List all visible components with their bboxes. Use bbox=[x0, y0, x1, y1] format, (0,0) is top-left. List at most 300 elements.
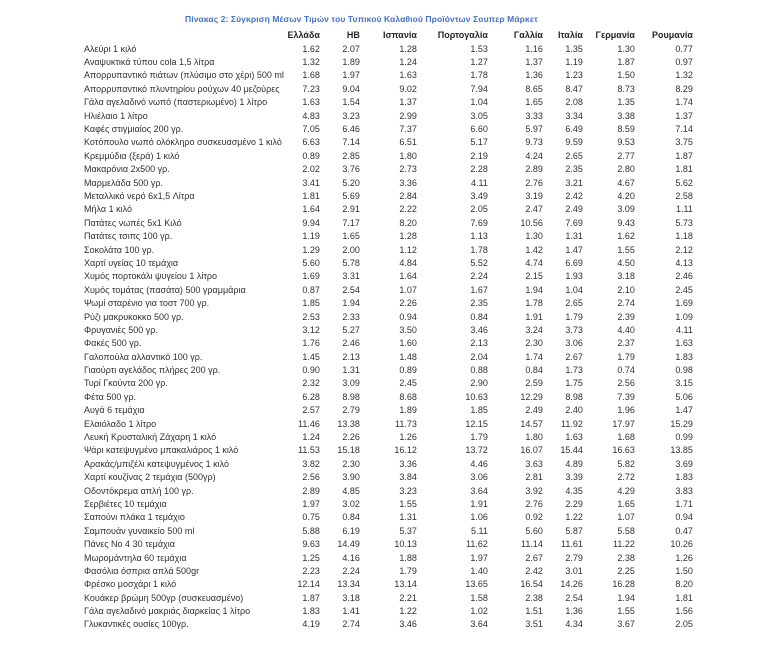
price-cell: 2.79 bbox=[342, 405, 360, 416]
price-cell: 1.45 bbox=[302, 351, 320, 362]
table-row bbox=[84, 604, 693, 617]
table-row bbox=[84, 109, 693, 122]
price-cell: 5.73 bbox=[675, 217, 693, 228]
price-cell: 1.79 bbox=[617, 351, 635, 362]
price-cell: 2.29 bbox=[565, 498, 583, 509]
price-cell: 5.06 bbox=[675, 391, 693, 402]
price-cell: 1.73 bbox=[565, 365, 583, 376]
price-cell: 1.54 bbox=[342, 97, 360, 108]
price-cell: 1.97 bbox=[470, 552, 488, 563]
price-cell: 2.67 bbox=[525, 552, 543, 563]
price-cell: 2.67 bbox=[565, 351, 583, 362]
price-cell: 2.30 bbox=[342, 458, 360, 469]
product-name: Αυγά 6 τεμάχια bbox=[84, 405, 145, 416]
price-cell: 1.16 bbox=[525, 43, 543, 54]
product-name: Απορρυπαντικό πλυντηρίου ρούχων 40 μεζούρες bbox=[84, 83, 280, 94]
price-cell: 3.18 bbox=[342, 592, 360, 603]
price-cell: 2.13 bbox=[342, 351, 360, 362]
price-cell: 5.82 bbox=[617, 458, 635, 469]
price-cell: 4.83 bbox=[302, 110, 320, 121]
price-cell: 1.65 bbox=[617, 498, 635, 509]
price-cell: 2.35 bbox=[470, 298, 488, 309]
price-cell: 5.52 bbox=[470, 257, 488, 268]
price-cell: 4.34 bbox=[565, 619, 583, 630]
price-cell: 2.56 bbox=[302, 472, 320, 483]
header-row bbox=[84, 28, 693, 42]
product-name: Μαρμελάδα 500 γρ. bbox=[84, 177, 163, 188]
price-cell: 9.73 bbox=[525, 137, 543, 148]
price-cell: 1.69 bbox=[675, 298, 693, 309]
price-cell: 4.50 bbox=[617, 257, 635, 268]
price-cell: 2.57 bbox=[302, 405, 320, 416]
price-cell: 3.64 bbox=[470, 485, 488, 496]
price-cell: 1.83 bbox=[675, 351, 693, 362]
price-cell: 8.65 bbox=[525, 83, 543, 94]
price-cell: 3.36 bbox=[399, 177, 417, 188]
table-row bbox=[84, 216, 693, 229]
price-cell: 2.12 bbox=[675, 244, 693, 255]
price-cell: 1.63 bbox=[302, 97, 320, 108]
table-row bbox=[84, 524, 693, 537]
table-row bbox=[84, 537, 693, 550]
price-cell: 9.59 bbox=[565, 137, 583, 148]
price-cell: 4.46 bbox=[470, 458, 488, 469]
price-cell: 11.92 bbox=[561, 418, 583, 429]
price-cell: 9.53 bbox=[617, 137, 635, 148]
product-name: Πατάτες νωπές 5x1 Κιλό bbox=[84, 217, 182, 228]
table-row bbox=[84, 122, 693, 135]
price-cell: 1.50 bbox=[675, 565, 693, 576]
price-cell: 2.39 bbox=[617, 311, 635, 322]
price-cell: 1.23 bbox=[565, 70, 583, 81]
price-cell: 8.20 bbox=[399, 217, 417, 228]
price-cell: 1.85 bbox=[302, 298, 320, 309]
product-name: Ηλιέλαιο 1 λίτρο bbox=[84, 110, 148, 121]
product-name: Λευκή Κρυσταλική Ζάχαρη 1 κιλό bbox=[84, 432, 217, 443]
price-cell: 1.32 bbox=[675, 70, 693, 81]
price-cell: 2.40 bbox=[565, 405, 583, 416]
price-cell: 3.18 bbox=[617, 271, 635, 282]
price-cell: 3.67 bbox=[617, 619, 635, 630]
price-cell: 2.90 bbox=[470, 378, 488, 389]
price-cell: 13.85 bbox=[670, 445, 693, 456]
price-cell: 14.26 bbox=[560, 579, 583, 590]
price-cell: 2.74 bbox=[617, 298, 635, 309]
price-cell: 0.94 bbox=[399, 311, 417, 322]
price-cell: 2.76 bbox=[525, 498, 543, 509]
product-name: Κουάκερ βρώμη 500γρ (συσκευασμένο) bbox=[84, 592, 244, 603]
product-name: Φέτα 500 γρ. bbox=[84, 391, 136, 402]
table-row bbox=[84, 189, 693, 202]
price-cell: 1.71 bbox=[675, 498, 693, 509]
price-cell: 6.19 bbox=[342, 525, 360, 536]
price-cell: 1.36 bbox=[565, 606, 583, 617]
price-cell: 2.89 bbox=[525, 164, 543, 175]
price-cell: 1.37 bbox=[525, 57, 543, 68]
price-cell: 10.13 bbox=[394, 539, 417, 550]
price-cell: 2.13 bbox=[470, 338, 488, 349]
table-row bbox=[84, 578, 693, 591]
price-cell: 3.92 bbox=[525, 485, 543, 496]
price-cell: 1.31 bbox=[399, 512, 417, 523]
price-cell: 4.89 bbox=[565, 458, 583, 469]
price-cell: 6.51 bbox=[399, 137, 417, 148]
price-cell: 2.53 bbox=[302, 311, 320, 322]
price-cell: 2.76 bbox=[525, 177, 543, 188]
price-cell: 16.12 bbox=[394, 445, 417, 456]
price-cell: 2.89 bbox=[302, 485, 320, 496]
table-row bbox=[84, 591, 693, 604]
price-cell: 11.73 bbox=[395, 418, 417, 429]
price-cell: 2.30 bbox=[525, 338, 543, 349]
price-cell: 1.94 bbox=[342, 298, 360, 309]
product-name: Ελαιόλαδο 1 λίτρο bbox=[84, 418, 157, 429]
price-cell: 5.60 bbox=[525, 525, 543, 536]
price-cell: 2.46 bbox=[342, 338, 360, 349]
price-cell: 7.17 bbox=[342, 217, 360, 228]
price-cell: 2.54 bbox=[565, 592, 583, 603]
price-cell: 6.69 bbox=[565, 257, 583, 268]
price-cell: 1.78 bbox=[525, 298, 543, 309]
price-cell: 1.65 bbox=[342, 231, 360, 242]
price-cell: 0.74 bbox=[617, 365, 635, 376]
price-cell: 2.21 bbox=[399, 592, 417, 603]
price-cell: 1.69 bbox=[302, 271, 320, 282]
price-cell: 3.23 bbox=[342, 110, 360, 121]
price-cell: 3.90 bbox=[342, 472, 360, 483]
column-header: Ελλάδα bbox=[287, 30, 320, 40]
price-cell: 6.28 bbox=[302, 391, 320, 402]
product-name: Χυμός πορτοκάλι ψυγείου 1 λίτρο bbox=[84, 271, 218, 282]
price-cell: 1.13 bbox=[470, 231, 488, 242]
price-cell: 1.91 bbox=[470, 498, 488, 509]
table-row bbox=[84, 149, 693, 162]
product-name: Γιαούρτι αγελάδος πλήρες 200 γρ. bbox=[84, 365, 221, 376]
price-cell: 1.75 bbox=[565, 378, 583, 389]
price-cell: 5.11 bbox=[471, 525, 488, 536]
price-cell: 9.63 bbox=[302, 539, 320, 550]
price-cell: 3.21 bbox=[565, 177, 583, 188]
price-cell: 5.69 bbox=[342, 190, 360, 201]
table-row bbox=[84, 363, 693, 376]
table-row bbox=[84, 457, 693, 470]
column-header: Πορτογαλία bbox=[437, 30, 488, 40]
table-row bbox=[84, 136, 693, 149]
product-name: Ψωμί σταρένιο για τοστ 700 γρ. bbox=[84, 298, 210, 309]
page-title: Πίνακας 2: Σύγκριση Μέσων Τιμών του Τυπικού Καλαθιού Προϊόντων Σουπερ Μάρκετ bbox=[185, 14, 538, 24]
price-cell: 4.19 bbox=[302, 619, 320, 630]
price-cell: 3.15 bbox=[675, 378, 693, 389]
price-cell: 2.08 bbox=[565, 97, 583, 108]
price-table bbox=[84, 28, 693, 631]
price-cell: 2.25 bbox=[617, 565, 635, 576]
price-cell: 7.69 bbox=[565, 217, 583, 228]
price-cell: 1.37 bbox=[399, 97, 417, 108]
price-cell: 2.91 bbox=[342, 204, 360, 215]
product-name: Καφές στιγμιαίος 200 γρ. bbox=[84, 124, 184, 135]
price-cell: 0.89 bbox=[302, 150, 320, 161]
price-cell: 0.77 bbox=[675, 43, 693, 54]
product-name: Τυρί Γκούντα 200 γρ. bbox=[84, 378, 168, 389]
price-cell: 8.68 bbox=[399, 391, 417, 402]
price-cell: 3.64 bbox=[470, 619, 488, 630]
price-cell: 7.23 bbox=[302, 83, 320, 94]
price-cell: 13.34 bbox=[337, 579, 360, 590]
product-name: Κρεμμύδια (ξερά) 1 κιλό bbox=[84, 150, 180, 161]
price-cell: 12.15 bbox=[465, 418, 488, 429]
product-name: Ψάρι κατεψυγμένο μπακαλιάρος 1 κιλό bbox=[84, 445, 239, 456]
price-cell: 1.79 bbox=[565, 311, 583, 322]
price-cell: 9.43 bbox=[617, 217, 635, 228]
price-cell: 8.47 bbox=[565, 83, 583, 94]
product-name: Σαπούνι πλάκα 1 τεμάχιο bbox=[84, 512, 185, 523]
price-cell: 0.89 bbox=[399, 365, 417, 376]
price-cell: 12.29 bbox=[520, 391, 543, 402]
price-cell: 1.60 bbox=[399, 338, 417, 349]
price-cell: 4.20 bbox=[617, 190, 635, 201]
price-cell: 3.73 bbox=[565, 324, 583, 335]
table-row bbox=[84, 270, 693, 283]
price-cell: 1.19 bbox=[302, 231, 320, 242]
price-cell: 5.87 bbox=[565, 525, 583, 536]
price-cell: 6.49 bbox=[565, 124, 583, 135]
price-cell: 5.58 bbox=[617, 525, 635, 536]
price-cell: 1.27 bbox=[470, 57, 488, 68]
price-cell: 11.61 bbox=[561, 539, 583, 550]
price-cell: 3.24 bbox=[525, 324, 543, 335]
column-header: Γαλλία bbox=[513, 30, 543, 40]
price-cell: 16.07 bbox=[520, 445, 543, 456]
product-name: Χαρτί υγείας 10 τεμάχια bbox=[84, 257, 179, 268]
price-cell: 1.63 bbox=[675, 338, 693, 349]
table-row bbox=[84, 484, 693, 497]
price-cell: 1.47 bbox=[565, 244, 583, 255]
price-cell: 6.60 bbox=[470, 124, 488, 135]
price-cell: 8.73 bbox=[617, 83, 635, 94]
price-cell: 2.42 bbox=[525, 565, 543, 576]
price-cell: 1.74 bbox=[525, 351, 543, 362]
price-cell: 1.83 bbox=[302, 606, 320, 617]
price-cell: 7.14 bbox=[675, 124, 693, 135]
price-cell: 2.02 bbox=[302, 164, 320, 175]
price-cell: 6.46 bbox=[342, 124, 360, 135]
product-name: Μακαρόνια 2x500 γρ. bbox=[84, 164, 170, 175]
price-cell: 4.67 bbox=[617, 177, 635, 188]
product-name: Κοτόπουλο νωπό ολόκληρο συσκευασμένο 1 κιλό bbox=[84, 137, 282, 148]
table-body bbox=[84, 42, 693, 631]
price-cell: 14.49 bbox=[337, 539, 360, 550]
price-cell: 1.31 bbox=[342, 365, 360, 376]
price-cell: 1.93 bbox=[565, 271, 583, 282]
price-cell: 3.49 bbox=[470, 190, 488, 201]
price-cell: 5.27 bbox=[342, 324, 360, 335]
price-cell: 1.30 bbox=[525, 231, 543, 242]
price-cell: 7.37 bbox=[399, 124, 417, 135]
table-row bbox=[84, 296, 693, 309]
price-cell: 0.99 bbox=[675, 432, 693, 443]
table-row bbox=[84, 564, 693, 577]
table-row bbox=[84, 511, 693, 524]
price-cell: 1.06 bbox=[470, 512, 488, 523]
price-cell: 4.11 bbox=[471, 177, 488, 188]
price-cell: 3.51 bbox=[525, 619, 543, 630]
price-cell: 1.11 bbox=[676, 204, 693, 215]
price-cell: 5.78 bbox=[342, 257, 360, 268]
price-cell: 11.22 bbox=[613, 539, 635, 550]
price-cell: 1.04 bbox=[470, 97, 488, 108]
price-cell: 1.51 bbox=[525, 606, 543, 617]
price-cell: 1.22 bbox=[399, 606, 417, 617]
price-cell: 3.41 bbox=[302, 177, 320, 188]
table-row bbox=[84, 417, 693, 430]
price-cell: 2.23 bbox=[302, 565, 320, 576]
price-cell: 1.53 bbox=[470, 43, 488, 54]
table-row bbox=[84, 176, 693, 189]
price-cell: 1.12 bbox=[399, 244, 417, 255]
price-cell: 4.13 bbox=[675, 257, 693, 268]
price-cell: 1.63 bbox=[399, 70, 417, 81]
price-cell: 2.84 bbox=[399, 190, 417, 201]
price-cell: 1.40 bbox=[470, 565, 488, 576]
price-cell: 7.05 bbox=[302, 124, 320, 135]
price-cell: 3.38 bbox=[617, 110, 635, 121]
price-cell: 10.63 bbox=[465, 391, 488, 402]
price-cell: 1.78 bbox=[470, 70, 488, 81]
table-row bbox=[84, 283, 693, 296]
price-cell: 2.74 bbox=[342, 619, 360, 630]
price-cell: 2.32 bbox=[302, 378, 320, 389]
price-cell: 11.53 bbox=[298, 445, 320, 456]
product-name: Χαρτί κουζίνας 2 τεμάχια (500γρ) bbox=[84, 472, 216, 483]
price-cell: 1.97 bbox=[302, 498, 320, 509]
price-cell: 2.79 bbox=[565, 552, 583, 563]
price-cell: 3.69 bbox=[675, 458, 693, 469]
price-cell: 2.85 bbox=[342, 150, 360, 161]
price-cell: 2.65 bbox=[565, 298, 583, 309]
price-cell: 2.49 bbox=[565, 204, 583, 215]
price-cell: 1.30 bbox=[617, 43, 635, 54]
price-cell: 2.45 bbox=[675, 284, 693, 295]
price-cell: 4.11 bbox=[676, 324, 693, 335]
price-cell: 1.64 bbox=[302, 204, 320, 215]
price-cell: 2.46 bbox=[675, 271, 693, 282]
price-cell: 3.63 bbox=[525, 458, 543, 469]
price-cell: 3.46 bbox=[399, 619, 417, 630]
price-cell: 1.80 bbox=[399, 150, 417, 161]
table-row bbox=[84, 323, 693, 336]
product-name: Σερβιέτες 10 τεμάχια bbox=[84, 498, 167, 509]
table-row bbox=[84, 404, 693, 417]
price-cell: 0.84 bbox=[470, 311, 488, 322]
price-cell: 1.94 bbox=[617, 592, 635, 603]
price-cell: 10.26 bbox=[670, 539, 693, 550]
product-name: Σοκολάτα 100 γρ. bbox=[84, 244, 155, 255]
price-cell: 1.67 bbox=[470, 284, 488, 295]
price-cell: 1.35 bbox=[565, 43, 583, 54]
table-row bbox=[84, 497, 693, 510]
price-cell: 3.01 bbox=[565, 565, 583, 576]
price-cell: 3.31 bbox=[342, 271, 360, 282]
price-cell: 0.88 bbox=[470, 365, 488, 376]
product-name: Φρυγανιές 500 γρ. bbox=[84, 324, 158, 335]
price-cell: 9.04 bbox=[342, 83, 360, 94]
table-row bbox=[84, 42, 693, 55]
table-row bbox=[84, 551, 693, 564]
product-name: Μωρομάντηλα 60 τεμάχια bbox=[84, 552, 187, 563]
column-header: Ισπανία bbox=[383, 30, 417, 40]
price-cell: 3.09 bbox=[617, 204, 635, 215]
price-cell: 2.15 bbox=[525, 271, 543, 282]
price-cell: 2.72 bbox=[617, 472, 635, 483]
price-cell: 1.89 bbox=[342, 57, 360, 68]
price-cell: 7.94 bbox=[470, 83, 488, 94]
price-cell: 0.75 bbox=[302, 512, 320, 523]
price-cell: 1.55 bbox=[617, 244, 635, 255]
price-cell: 5.60 bbox=[302, 257, 320, 268]
price-cell: 2.56 bbox=[617, 378, 635, 389]
price-cell: 17.97 bbox=[612, 418, 635, 429]
price-cell: 2.05 bbox=[470, 204, 488, 215]
price-cell: 1.09 bbox=[675, 311, 693, 322]
price-cell: 1.50 bbox=[617, 70, 635, 81]
price-cell: 1.79 bbox=[470, 432, 488, 443]
table-row bbox=[84, 377, 693, 390]
price-cell: 4.35 bbox=[565, 485, 583, 496]
price-cell: 3.09 bbox=[342, 378, 360, 389]
table-row bbox=[84, 229, 693, 242]
price-cell: 1.65 bbox=[525, 97, 543, 108]
price-cell: 3.82 bbox=[302, 458, 320, 469]
product-name: Σαμπουάν γυναικείο 500 ml bbox=[84, 525, 195, 536]
price-cell: 1.94 bbox=[525, 284, 543, 295]
price-cell: 1.25 bbox=[302, 552, 320, 563]
price-cell: 2.19 bbox=[470, 150, 488, 161]
table-row bbox=[84, 82, 693, 95]
price-cell: 1.91 bbox=[525, 311, 543, 322]
price-cell: 1.29 bbox=[302, 244, 320, 255]
price-cell: 0.47 bbox=[675, 525, 693, 536]
price-cell: 2.24 bbox=[470, 271, 488, 282]
price-cell: 1.83 bbox=[675, 472, 693, 483]
price-cell: 3.76 bbox=[342, 164, 360, 175]
price-cell: 4.29 bbox=[617, 485, 635, 496]
price-cell: 1.62 bbox=[617, 231, 635, 242]
product-name: Αναψυκτικά τύπου cola 1,5 λίτρα bbox=[84, 57, 215, 68]
product-name: Αρακάς/μπιζέλι κατεψυγμένος 1 κιλό bbox=[84, 458, 230, 469]
price-cell: 2.26 bbox=[399, 298, 417, 309]
price-cell: 7.14 bbox=[342, 137, 360, 148]
price-cell: 1.81 bbox=[675, 164, 693, 175]
price-cell: 8.20 bbox=[675, 579, 693, 590]
price-cell: 8.98 bbox=[565, 391, 583, 402]
price-cell: 1.55 bbox=[617, 606, 635, 617]
price-cell: 1.88 bbox=[399, 552, 417, 563]
product-name: Πάνες Νο 4 30 τεμάχια bbox=[84, 539, 175, 550]
table-row bbox=[84, 243, 693, 256]
price-cell: 9.94 bbox=[302, 217, 320, 228]
price-cell: 1.37 bbox=[675, 110, 693, 121]
product-name: Γάλα αγελαδινό μακριάς διαρκείας 1 λίτρο bbox=[84, 606, 251, 617]
table-row bbox=[84, 96, 693, 109]
price-cell: 1.58 bbox=[470, 592, 488, 603]
price-cell: 1.26 bbox=[399, 432, 417, 443]
price-cell: 3.39 bbox=[565, 472, 583, 483]
price-cell: 1.68 bbox=[617, 432, 635, 443]
product-name: Απορρυπαντικό πιάτων (πλύσιμο στο χέρι) 500 ml bbox=[84, 70, 284, 81]
price-cell: 14.57 bbox=[520, 418, 543, 429]
table-row bbox=[84, 163, 693, 176]
price-cell: 2.28 bbox=[470, 164, 488, 175]
